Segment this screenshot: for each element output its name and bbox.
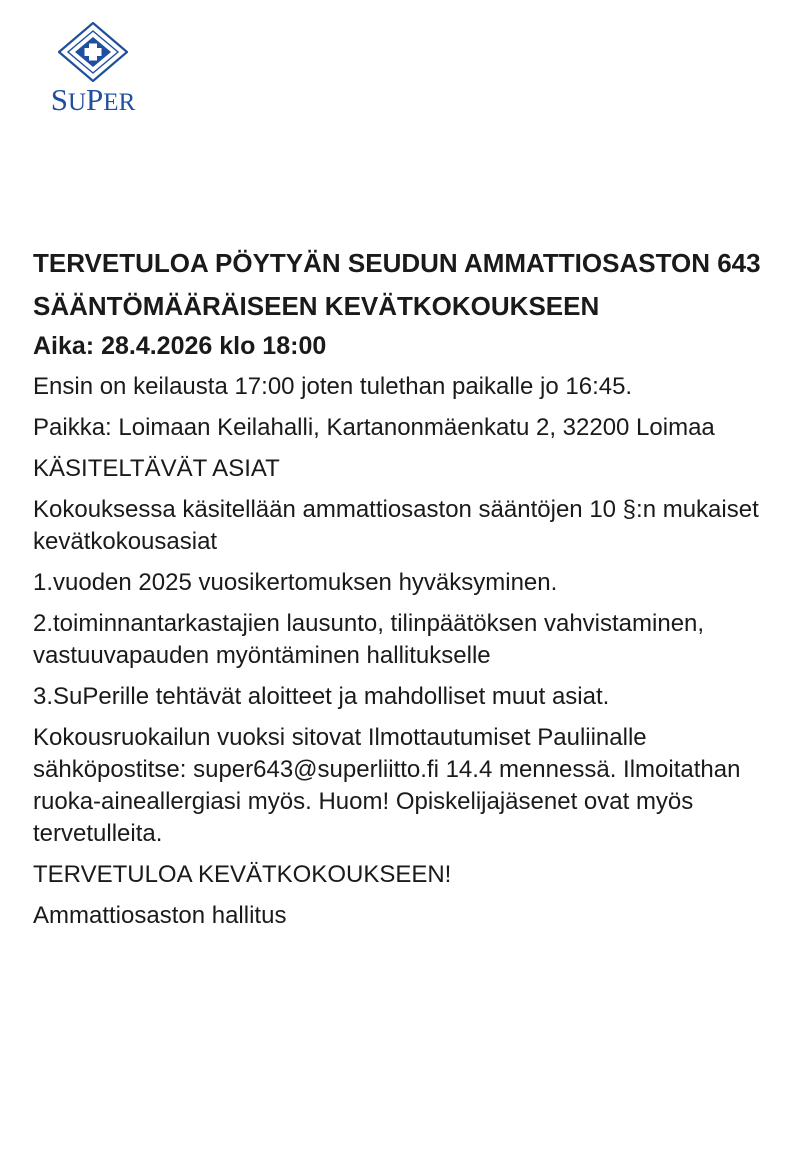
announcement [33,247,783,932]
agenda-title: KÄSITELTÄVÄT ASIAT [33,455,280,482]
agenda-intro: Kokouksessa käsitellään ammattiosaston sääntöjen 10 §:n mukaiset kevätkokousasiat [33,496,759,555]
diamond-cross-icon [58,22,128,82]
super-logo [34,22,152,117]
heading-meeting: SÄÄNTÖMÄÄRÄISEEN KEVÄTKOKOUKSEEN [33,291,600,321]
agenda-item-2: 2.toiminnantarkastajien lausunto, tilinpäätöksen vahvistaminen, vastuuvapauden myöntäminen hallitukselle [33,610,705,669]
signature: Ammattiosaston hallitus [33,902,287,929]
logo-wordmark [34,84,152,119]
bowling-info: Ensin on keilausta 17:00 joten tulethan paikalle jo 16:45. [33,373,633,400]
meeting-time: Aika: 28.4.2026 klo 18:00 [33,332,327,360]
registration-info: Kokousruokailun vuoksi sitovat Ilmottautumiset Pauliinalle sähköpostitse: super643@superliitto.fi 14.4 mennessä. Ilmoitathan ruoka-aineallergiasi myös. Huom! Opiskelijajäsenet ovat myös tervetulleita. [33,724,741,847]
logo-wordmark-text: SUPER [50,82,136,117]
closing-welcome: TERVETULOA KEVÄTKOKOUKSEEN! [33,861,452,888]
agenda-item-1: 1.vuoden 2025 vuosikertomuksen hyväksyminen. [33,569,558,596]
heading-welcome: TERVETULOA PÖYTYÄN SEUDUN AMMATTIOSASTON 643 [33,248,761,278]
agenda-item-3: 3.SuPerille tehtävät aloitteet ja mahdolliset muut asiat. [33,683,610,710]
location: Paikka: Loimaan Keilahalli, Kartanonmäenkatu 2, 32200 Loimaa [33,414,715,441]
